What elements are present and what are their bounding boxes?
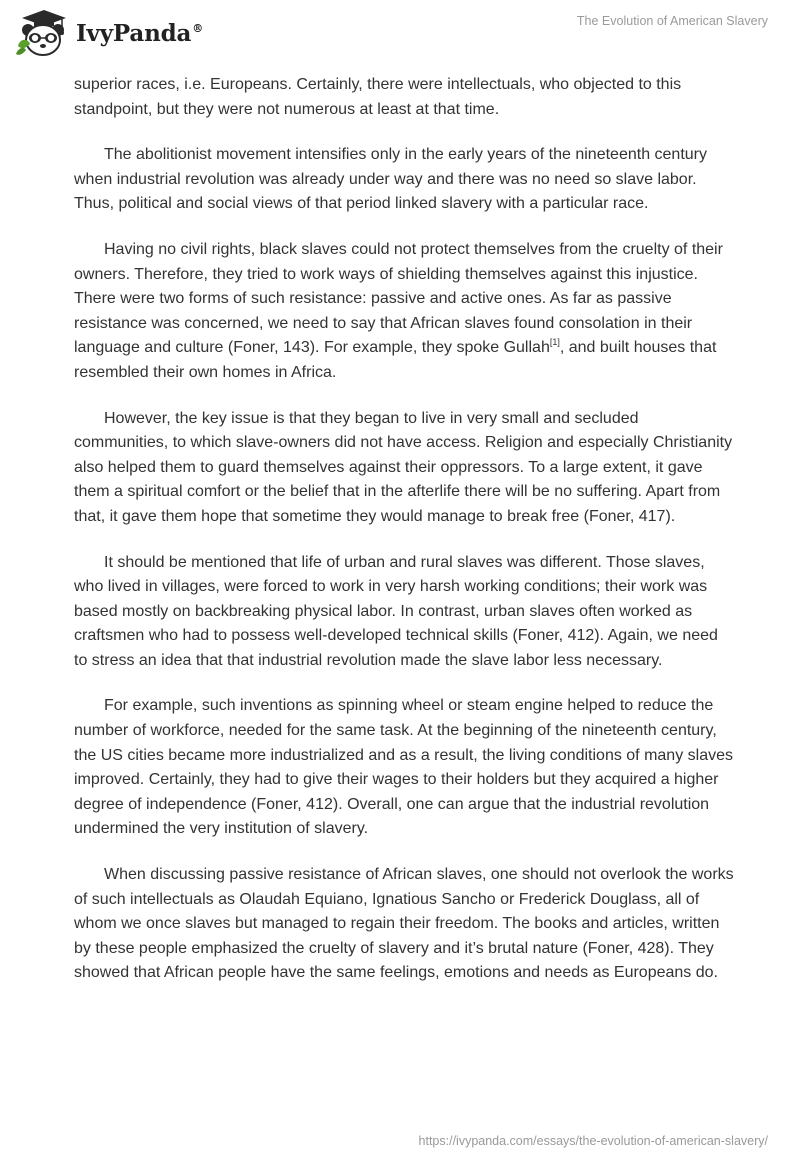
essay-body [74, 73, 734, 1007]
paragraph-3-text-after: , and built houses that resembled their own homes in Africa. [74, 339, 717, 381]
paragraph-6: For example, such inventions as spinning wheel or steam engine helped to reduce the number of workforce, needed for the same task. At the beginning of the nineteenth century, the US cities became more industrialized and as a result, the living conditions of many slaves improved. Certainly, they had to give their wages to their holders but they acquired a higher degree of independence (Foner, 412). Overall, one can argue that the industrial revolution undermined the very institution of slavery. [74, 697, 733, 838]
paragraph-7: When discussing passive resistance of African slaves, one should not overlook the works of such intellectuals as Olaudah Equiano, Ignatious Sancho or Frederick Douglass, all of whom we once slaves but managed to regain their freedom. The books and articles, written by these people emphasized the cruelty of slavery and it’s brutal nature (Foner, 428). They showed that African people have the same feelings, emotions and needs as Europeans do. [74, 866, 734, 982]
footnote-reference[interactable]: [1] [549, 337, 560, 348]
paragraph-3-text-before: Having no civil rights, black slaves could not protect themselves from the cruelty of their owners. Therefore, they tried to work ways of shielding themselves against this injustice. There were two forms of such resistance: passive and active ones. As far as passive resistance was concerned, we need to say that African slaves found consolation in their language and culture (Foner, 143). For example, they spoke Gullah [74, 240, 723, 357]
paragraph-1: superior races, i.e. Europeans. Certainly, there were intellectuals, who objected to this standpoint, but they were not numerous at least at that time. [74, 76, 682, 118]
paragraph-4: However, the key issue is that they began to live in very small and secluded communities, to which slave-owners did not have access. Religion and especially Christianity also helped them to guard themselves against their oppressors. To a large extent, it gave them a spiritual comfort or the belief that in the afterlife there will be no suffering. Apart from that, it gave them hope that sometime they would manage to break free (Foner, 417). [74, 409, 733, 525]
document-title: The Evolution of American Slavery [576, 14, 768, 28]
paragraph-5: It should be mentioned that life of urban and rural slaves was different. Those slaves, who lived in villages, were forced to work in very harsh working conditions; their work was based mostly on backbreaking physical labor. In contrast, urban slaves often worked as craftsmen who had to possess well-developed technical skills (Foner, 412). Again, we need to stress an idea that that industrial revolution made the slave labor less necessary. [74, 553, 718, 669]
paragraph-2: The abolitionist movement intensifies only in the early years of the nineteenth century when industrial revolution was already under way and there was no need so slave labor. Thus, political and social views of that period linked slavery with a particular race. [74, 146, 707, 213]
source-url[interactable]: https://ivypanda.com/essays/the-evolution-of-american-slavery/ [418, 1134, 768, 1148]
ivypanda-logo[interactable] [14, 8, 203, 58]
page-header [0, 0, 800, 68]
panda-logo-icon [14, 8, 70, 58]
logo-wordmark: IvyPanda® [76, 19, 203, 47]
paragraph-3 [74, 238, 734, 386]
